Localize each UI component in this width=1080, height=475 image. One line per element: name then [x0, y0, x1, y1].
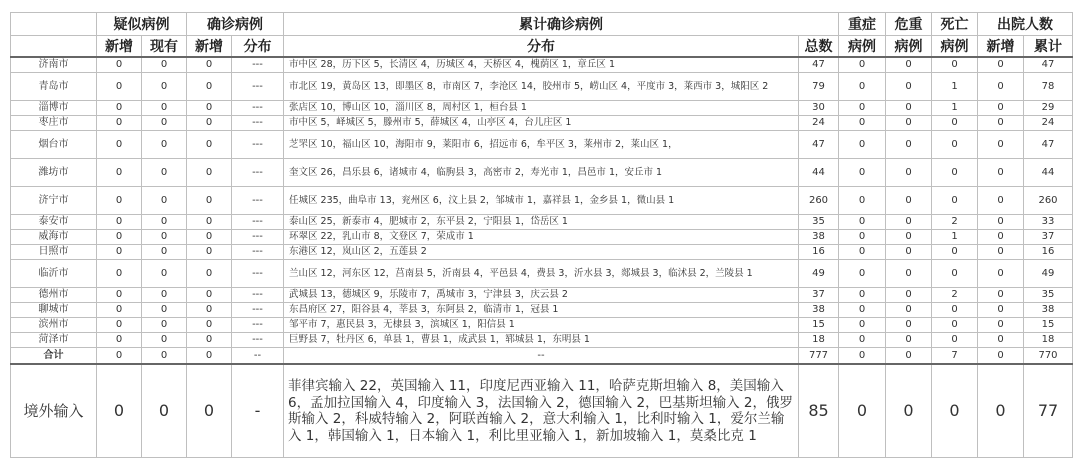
critical-count: 0 [886, 318, 932, 333]
confirmed-distribution: --- [232, 245, 284, 260]
discharged-cumulative: 44 [1024, 159, 1073, 187]
header-death-b: 病例 [932, 36, 978, 58]
suspected-current: 0 [142, 333, 187, 348]
death-count: 7 [932, 348, 978, 365]
suspected-current: 0 [142, 230, 187, 245]
cumulative-total: 47 [799, 57, 839, 73]
severe-count: 0 [839, 333, 886, 348]
confirmed-new: 0 [187, 116, 232, 131]
death-count: 1 [932, 73, 978, 101]
critical-count: 0 [886, 215, 932, 230]
suspected-current: 0 [142, 57, 187, 73]
confirmed-new: 0 [187, 348, 232, 365]
suspected-new: 0 [97, 215, 142, 230]
death-count: 2 [932, 288, 978, 303]
critical-count: 0 [886, 348, 932, 365]
header-cumulative: 累计确诊病例 [284, 13, 839, 36]
suspected-new: 0 [97, 288, 142, 303]
city-row [11, 318, 1073, 333]
confirmed-new: 0 [187, 364, 232, 458]
severe-count: 0 [839, 303, 886, 318]
covid-case-table [10, 12, 1073, 458]
confirmed-new: 0 [187, 303, 232, 318]
severe-count: 0 [839, 245, 886, 260]
critical-count: 0 [886, 116, 932, 131]
discharged-new: 0 [978, 245, 1024, 260]
cumulative-total: 44 [799, 159, 839, 187]
death-count: 2 [932, 215, 978, 230]
suspected-current: 0 [142, 215, 187, 230]
confirmed-new: 0 [187, 187, 232, 215]
cumulative-total: 18 [799, 333, 839, 348]
cumulative-distribution: 兰山区 12，河东区 12，莒南县 5，沂南县 4，平邑县 4，费县 3，沂水县 3，郯城县 3，临沭县 2，兰陵县 1 [284, 260, 799, 288]
suspected-new: 0 [97, 131, 142, 159]
header-severe-b: 病例 [839, 36, 886, 58]
critical-count: 0 [886, 101, 932, 116]
row-name: 潍坊市 [11, 159, 97, 187]
city-row [11, 116, 1073, 131]
corner-cell [11, 13, 97, 36]
discharged-new: 0 [978, 215, 1024, 230]
confirmed-distribution: --- [232, 260, 284, 288]
row-name: 日照市 [11, 245, 97, 260]
confirmed-distribution: --- [232, 101, 284, 116]
city-row [11, 215, 1073, 230]
suspected-current: 0 [142, 318, 187, 333]
discharged-new: 0 [978, 333, 1024, 348]
discharged-cumulative: 37 [1024, 230, 1073, 245]
row-name: 济南市 [11, 57, 97, 73]
severe-count: 0 [839, 215, 886, 230]
cumulative-total: 37 [799, 288, 839, 303]
confirmed-new: 0 [187, 159, 232, 187]
cumulative-distribution: 市北区 19，黄岛区 13，即墨区 8，市南区 7，李沧区 14，胶州市 5，崂山区 4，平度市 3，莱西市 3，城阳区 2 [284, 73, 799, 101]
header-discharged-cumulative: 累计 [1024, 36, 1073, 58]
city-row [11, 57, 1073, 73]
confirmed-distribution: --- [232, 318, 284, 333]
cumulative-distribution: 市中区 5，峄城区 5，滕州市 5，薛城区 4，山亭区 4，台儿庄区 1 [284, 116, 799, 131]
header-cumulative-distribution: 分布 [284, 36, 799, 58]
city-row [11, 260, 1073, 288]
critical-count: 0 [886, 245, 932, 260]
confirmed-new: 0 [187, 260, 232, 288]
header-severe-a: 重症 [839, 13, 886, 36]
discharged-cumulative: 15 [1024, 318, 1073, 333]
row-name: 临沂市 [11, 260, 97, 288]
confirmed-distribution: --- [232, 230, 284, 245]
severe-count: 0 [839, 230, 886, 245]
confirmed-distribution: --- [232, 333, 284, 348]
confirmed-distribution: --- [232, 131, 284, 159]
discharged-cumulative: 260 [1024, 187, 1073, 215]
confirmed-new: 0 [187, 318, 232, 333]
severe-count: 0 [839, 187, 886, 215]
discharged-cumulative: 38 [1024, 303, 1073, 318]
discharged-new: 0 [978, 364, 1024, 458]
suspected-new: 0 [97, 187, 142, 215]
discharged-new: 0 [978, 318, 1024, 333]
header-suspected: 疑似病例 [97, 13, 187, 36]
cumulative-distribution: 邹平市 7，惠民县 3，无棣县 3，滨城区 1，阳信县 1 [284, 318, 799, 333]
suspected-new: 0 [97, 333, 142, 348]
city-row [11, 131, 1073, 159]
header-discharged-new: 新增 [978, 36, 1024, 58]
suspected-current: 0 [142, 131, 187, 159]
discharged-cumulative: 18 [1024, 333, 1073, 348]
cumulative-distribution: 武城县 13，德城区 9，乐陵市 7，禹城市 3，宁津县 3，庆云县 2 [284, 288, 799, 303]
confirmed-new: 0 [187, 101, 232, 116]
cumulative-total: 85 [799, 364, 839, 458]
discharged-new: 0 [978, 131, 1024, 159]
row-name: 合计 [11, 348, 97, 365]
death-count: 0 [932, 260, 978, 288]
suspected-new: 0 [97, 73, 142, 101]
death-count: 0 [932, 57, 978, 73]
confirmed-distribution: -- [232, 348, 284, 365]
suspected-new: 0 [97, 303, 142, 318]
suspected-new: 0 [97, 101, 142, 116]
critical-count: 0 [886, 131, 932, 159]
discharged-cumulative: 770 [1024, 348, 1073, 365]
death-count: 0 [932, 318, 978, 333]
discharged-new: 0 [978, 73, 1024, 101]
discharged-cumulative: 47 [1024, 131, 1073, 159]
discharged-new: 0 [978, 288, 1024, 303]
critical-count: 0 [886, 260, 932, 288]
header-confirmed-distribution: 分布 [232, 36, 284, 58]
critical-count: 0 [886, 57, 932, 73]
suspected-new: 0 [97, 348, 142, 365]
suspected-new: 0 [97, 364, 142, 458]
discharged-new: 0 [978, 230, 1024, 245]
cumulative-distribution: 任城区 235，曲阜市 13，兖州区 6，汶上县 2，邹城市 1，嘉祥县 1，金乡县 1，微山县 1 [284, 187, 799, 215]
cumulative-total: 777 [799, 348, 839, 365]
confirmed-new: 0 [187, 131, 232, 159]
cumulative-total: 49 [799, 260, 839, 288]
totals-row [11, 348, 1073, 365]
death-count: 0 [932, 364, 978, 458]
suspected-current: 0 [142, 101, 187, 116]
row-name: 德州市 [11, 288, 97, 303]
header-critical-b: 病例 [886, 36, 932, 58]
suspected-new: 0 [97, 245, 142, 260]
critical-count: 0 [886, 333, 932, 348]
table-body [11, 57, 1073, 458]
cumulative-total: 24 [799, 116, 839, 131]
city-row [11, 73, 1073, 101]
death-count: 0 [932, 116, 978, 131]
death-count: 1 [932, 101, 978, 116]
discharged-cumulative: 35 [1024, 288, 1073, 303]
cumulative-distribution: -- [284, 348, 799, 365]
confirmed-distribution: - [232, 364, 284, 458]
row-name: 泰安市 [11, 215, 97, 230]
confirmed-new: 0 [187, 333, 232, 348]
discharged-cumulative: 33 [1024, 215, 1073, 230]
header-confirmed-new: 新增 [187, 36, 232, 58]
imported-cases-row [11, 364, 1073, 458]
suspected-current: 0 [142, 187, 187, 215]
death-count: 1 [932, 230, 978, 245]
confirmed-distribution: --- [232, 215, 284, 230]
critical-count: 0 [886, 159, 932, 187]
suspected-current: 0 [142, 73, 187, 101]
cumulative-total: 79 [799, 73, 839, 101]
suspected-current: 0 [142, 303, 187, 318]
cumulative-distribution: 奎文区 26，昌乐县 6，诸城市 4，临朐县 3，高密市 2，寿光市 1，昌邑市 1，安丘市 1 [284, 159, 799, 187]
cumulative-total: 15 [799, 318, 839, 333]
confirmed-new: 0 [187, 215, 232, 230]
discharged-new: 0 [978, 303, 1024, 318]
row-name: 青岛市 [11, 73, 97, 101]
row-name: 烟台市 [11, 131, 97, 159]
severe-count: 0 [839, 348, 886, 365]
row-name: 菏泽市 [11, 333, 97, 348]
severe-count: 0 [839, 260, 886, 288]
confirmed-new: 0 [187, 57, 232, 73]
confirmed-distribution: --- [232, 303, 284, 318]
severe-count: 0 [839, 159, 886, 187]
header-death-a: 死亡 [932, 13, 978, 36]
cumulative-distribution: 环翠区 22，乳山市 8，文登区 7，荣成市 1 [284, 230, 799, 245]
severe-count: 0 [839, 318, 886, 333]
cumulative-distribution: 菲律宾输入 22，英国输入 11，印度尼西亚输入 11，哈萨克斯坦输入 8，美国输入 6，孟加拉国输入 4，印度输入 3，法国输入 2，德国输入 2，巴基斯坦输入 2，俄罗斯输入 2，科威特输入 2，阿联酋输入 2，意大利输入 1，比利时输入 1，爱尔兰输入 1，韩国输入 1，日本输入 1，利比里亚输入 1，新加坡输入 1，莫桑比克 1 [284, 364, 799, 458]
suspected-new: 0 [97, 230, 142, 245]
discharged-new: 0 [978, 260, 1024, 288]
severe-count: 0 [839, 73, 886, 101]
confirmed-distribution: --- [232, 116, 284, 131]
cumulative-distribution: 市中区 28，历下区 5，长清区 4，历城区 4，天桥区 4，槐荫区 1，章丘区 1 [284, 57, 799, 73]
critical-count: 0 [886, 230, 932, 245]
city-row [11, 230, 1073, 245]
death-count: 0 [932, 303, 978, 318]
cumulative-total: 38 [799, 303, 839, 318]
confirmed-distribution: --- [232, 187, 284, 215]
cumulative-distribution: 张店区 10，博山区 10，淄川区 8，周村区 1，桓台县 1 [284, 101, 799, 116]
critical-count: 0 [886, 364, 932, 458]
cumulative-total: 38 [799, 230, 839, 245]
suspected-current: 0 [142, 260, 187, 288]
confirmed-distribution: --- [232, 288, 284, 303]
critical-count: 0 [886, 288, 932, 303]
cumulative-distribution: 泰山区 25，新泰市 4，肥城市 2，东平县 2，宁阳县 1，岱岳区 1 [284, 215, 799, 230]
header-critical-a: 危重 [886, 13, 932, 36]
header-suspected-current: 现有 [142, 36, 187, 58]
city-row [11, 187, 1073, 215]
confirmed-new: 0 [187, 73, 232, 101]
city-row [11, 303, 1073, 318]
discharged-cumulative: 78 [1024, 73, 1073, 101]
suspected-current: 0 [142, 116, 187, 131]
severe-count: 0 [839, 101, 886, 116]
header-cumulative-total: 总数 [799, 36, 839, 58]
suspected-new: 0 [97, 57, 142, 73]
confirmed-distribution: --- [232, 159, 284, 187]
row-name: 境外输入 [11, 364, 97, 458]
critical-count: 0 [886, 187, 932, 215]
death-count: 0 [932, 131, 978, 159]
header-confirmed: 确诊病例 [187, 13, 284, 36]
cumulative-distribution: 东昌府区 27，阳谷县 4，莘县 3，东阿县 2，临清市 1，冠县 1 [284, 303, 799, 318]
cumulative-total: 30 [799, 101, 839, 116]
confirmed-new: 0 [187, 230, 232, 245]
confirmed-new: 0 [187, 288, 232, 303]
row-name: 枣庄市 [11, 116, 97, 131]
city-row [11, 159, 1073, 187]
discharged-cumulative: 16 [1024, 245, 1073, 260]
critical-count: 0 [886, 303, 932, 318]
discharged-new: 0 [978, 57, 1024, 73]
death-count: 0 [932, 159, 978, 187]
discharged-new: 0 [978, 116, 1024, 131]
discharged-new: 0 [978, 101, 1024, 116]
cumulative-total: 16 [799, 245, 839, 260]
row-name: 威海市 [11, 230, 97, 245]
row-name: 济宁市 [11, 187, 97, 215]
severe-count: 0 [839, 116, 886, 131]
severe-count: 0 [839, 131, 886, 159]
cumulative-distribution: 芝罘区 10，福山区 10，海阳市 9，莱阳市 6，招远市 6，牟平区 3，莱州市 2，莱山区 1， [284, 131, 799, 159]
suspected-current: 0 [142, 288, 187, 303]
cumulative-distribution: 巨野县 7，牡丹区 6，单县 1，曹县 1，成武县 1，郓城县 1，东明县 1 [284, 333, 799, 348]
suspected-new: 0 [97, 159, 142, 187]
city-row [11, 101, 1073, 116]
city-row [11, 288, 1073, 303]
death-count: 0 [932, 187, 978, 215]
death-count: 0 [932, 333, 978, 348]
city-row [11, 245, 1073, 260]
confirmed-new: 0 [187, 245, 232, 260]
header-suspected-new: 新增 [97, 36, 142, 58]
row-name: 淄博市 [11, 101, 97, 116]
discharged-cumulative: 24 [1024, 116, 1073, 131]
severe-count: 0 [839, 288, 886, 303]
cumulative-total: 260 [799, 187, 839, 215]
discharged-new: 0 [978, 348, 1024, 365]
suspected-current: 0 [142, 364, 187, 458]
row-name: 聊城市 [11, 303, 97, 318]
header-discharged: 出院人数 [978, 13, 1073, 36]
corner-cell-2 [11, 36, 97, 58]
discharged-cumulative: 47 [1024, 57, 1073, 73]
suspected-current: 0 [142, 348, 187, 365]
discharged-cumulative: 77 [1024, 364, 1073, 458]
discharged-new: 0 [978, 159, 1024, 187]
critical-count: 0 [886, 73, 932, 101]
suspected-current: 0 [142, 159, 187, 187]
suspected-new: 0 [97, 116, 142, 131]
cumulative-total: 47 [799, 131, 839, 159]
discharged-cumulative: 49 [1024, 260, 1073, 288]
cumulative-total: 35 [799, 215, 839, 230]
cumulative-distribution: 东港区 12，岚山区 2，五莲县 2 [284, 245, 799, 260]
severe-count: 0 [839, 364, 886, 458]
discharged-new: 0 [978, 187, 1024, 215]
severe-count: 0 [839, 57, 886, 73]
discharged-cumulative: 29 [1024, 101, 1073, 116]
death-count: 0 [932, 245, 978, 260]
row-name: 滨州市 [11, 318, 97, 333]
suspected-new: 0 [97, 260, 142, 288]
suspected-new: 0 [97, 318, 142, 333]
confirmed-distribution: --- [232, 57, 284, 73]
city-row [11, 333, 1073, 348]
confirmed-distribution: --- [232, 73, 284, 101]
suspected-current: 0 [142, 245, 187, 260]
